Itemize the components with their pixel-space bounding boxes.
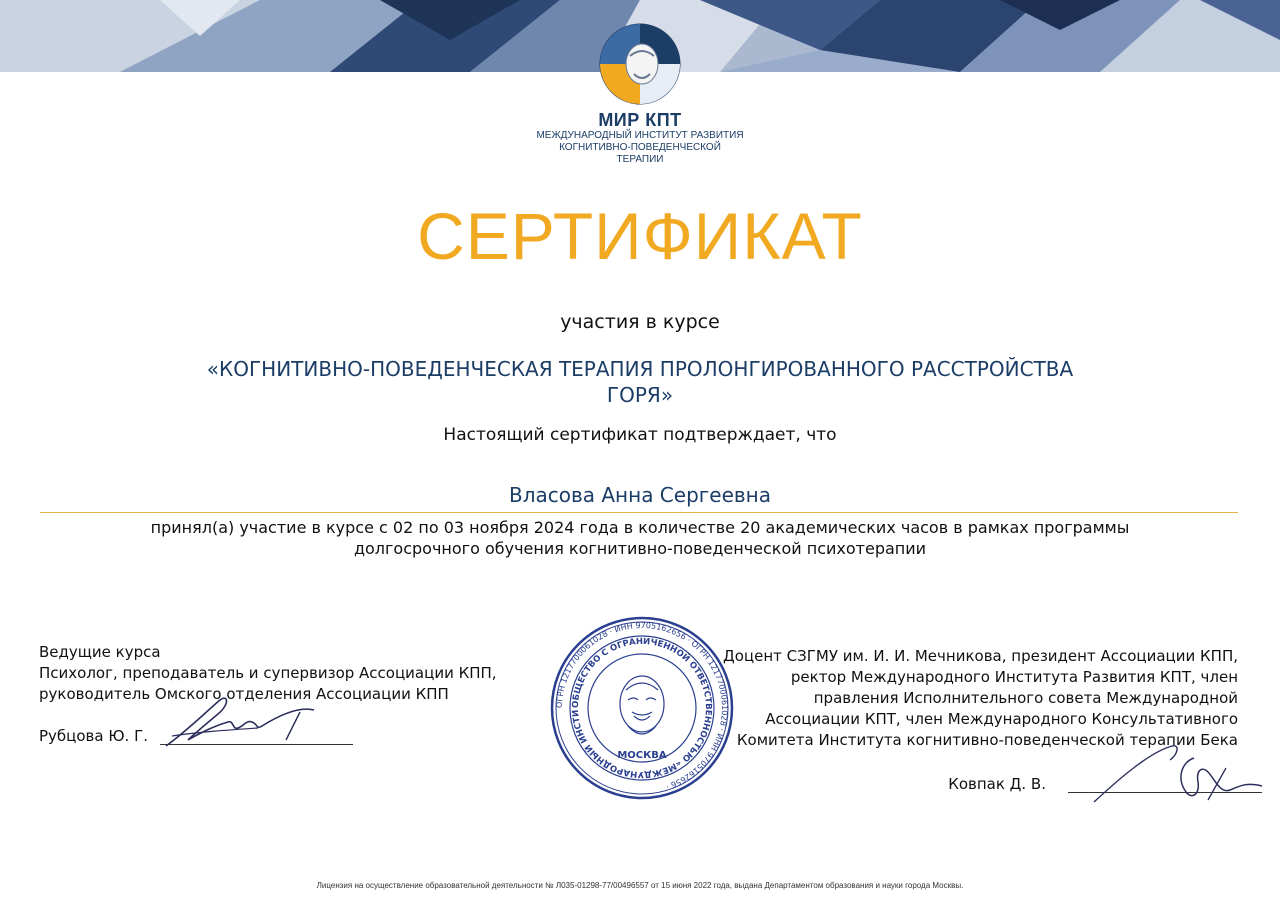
brand-subtitle-line-1: МЕЖДУНАРОДНЫЙ ИНСТИТУТ РАЗВИТИЯ: [536, 130, 744, 141]
right-signatory-line-5: Комитета Института когнитивно-поведенческой терапии Бека: [736, 731, 1238, 749]
mir-kpt-logo: [598, 22, 682, 106]
seal-inner-text: ОБЩЕСТВО С ОГРАНИЧЕННОЙ ОТВЕТСТВЕННОСТЬЮ «МЕЖДУНАРОДНЫЙ ИНСТИ: [570, 636, 714, 780]
right-signatory-line-1: Доцент СЗГМУ им. И. И. Мечникова, президент Ассоциации КПП,: [723, 647, 1238, 665]
certificate-title: СЕРТИФИКАТ: [417, 199, 863, 273]
brand-block: [440, 110, 840, 166]
left-signatory-line-1: Ведущие курса: [39, 643, 161, 661]
left-signatory-line-3: руководитель Омского отделения Ассоциации КПП: [39, 685, 449, 703]
company-stamp: [548, 616, 736, 800]
right-handwritten-signature: [1090, 738, 1270, 816]
seal-outer-text: ОГРН 1217700061028 · ИНН 9705162656 · ОГРН 1217700061028 · ИНН 9705162656 ·: [554, 620, 730, 792]
right-signatory-name: Ковпак Д. В.: [948, 775, 1046, 793]
left-signatory-name: Рубцова Ю. Г.: [39, 727, 149, 745]
course-title: «КОГНИТИВНО-ПОВЕДЕНЧЕСКАЯ ТЕРАПИЯ ПРОЛОНГИРОВАННОГО РАССТРОЙСТВА ГОРЯ»: [206, 357, 1074, 407]
brand-subtitle-line-3: ТЕРАПИИ: [616, 154, 664, 165]
right-signatory-line-3: правления Исполнительного совета Международной: [813, 689, 1238, 707]
license-footnote: Лицензия на осуществление образовательной деятельности № Л035-01298-77/00496557 от 15 июня 2022 года, выдана Департаментом образования и науки города Москвы.: [316, 881, 964, 890]
confirmation-text: Настоящий сертификат подтверждает, что: [443, 425, 837, 445]
seal-city: МОСКВА: [617, 750, 667, 761]
brand-subtitle-line-2: КОГНИТИВНО-ПОВЕДЕНЧЕСКОЙ: [559, 142, 721, 153]
left-signatory-line-2: Психолог, преподаватель и супервизор Ассоциации КПП,: [39, 664, 497, 682]
recipient-name: Власова Анна Сергеевна: [508, 483, 772, 507]
brand-name: МИР КПТ: [598, 110, 682, 130]
left-handwritten-signature: [158, 690, 328, 760]
right-signatory-block: [720, 646, 1238, 751]
recipient-underline: [40, 512, 1238, 513]
participation-text: участия в курсе: [560, 311, 720, 333]
right-signatory-line-4: Ассоциации КПТ, член Международного Консультативного: [765, 710, 1238, 728]
course-details: принял(а) участие в курсе с 02 по 03 ноября 2024 года в количестве 20 академических часов в рамках программы долгосрочного обучения когнитивно-поведенческой психотерапии: [150, 518, 1130, 558]
right-signatory-line-2: ректор Международного Института Развития КПТ, член: [790, 668, 1238, 686]
